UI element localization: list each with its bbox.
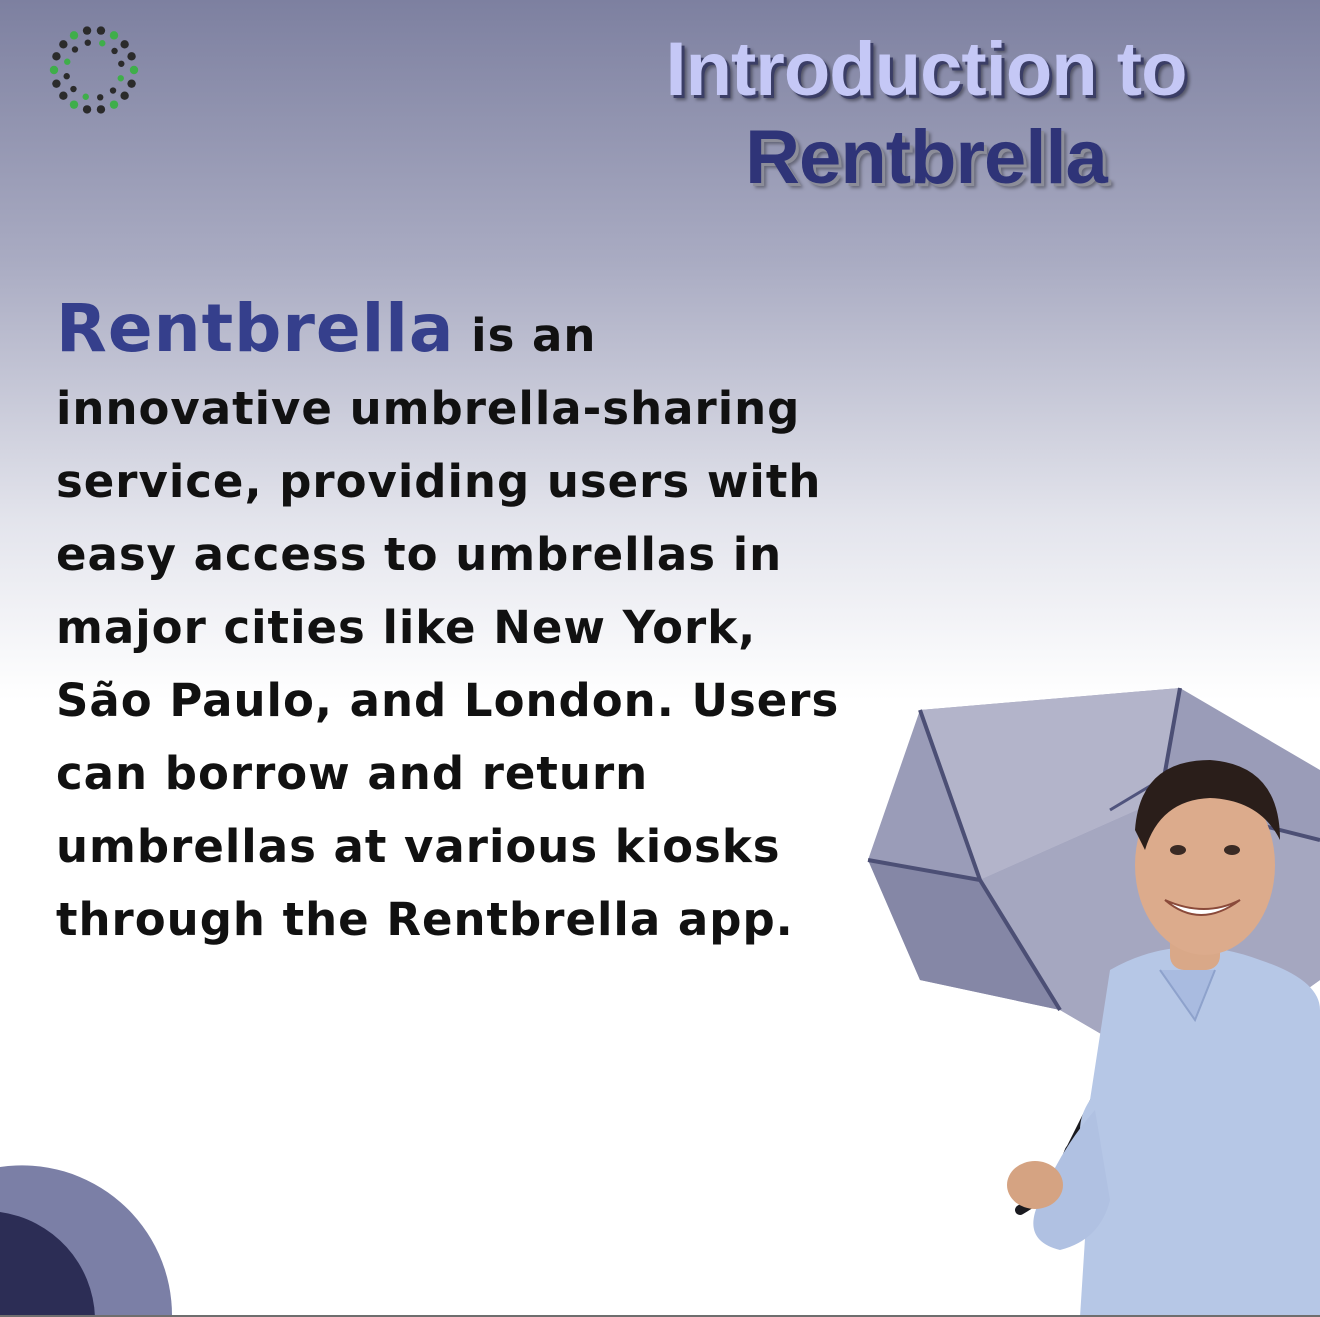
- brand-name: Rentbrella: [56, 290, 455, 367]
- title-line-2: Rentbrella: [745, 115, 1107, 200]
- dotted-ring-logo-icon: [46, 22, 142, 118]
- man-with-umbrella-photo: [860, 680, 1320, 1317]
- intro-paragraph: [56, 292, 846, 956]
- intro-text: is an innovative umbrella-sharing service, providing users with easy access to umbrellas in major cities like New York, São Paulo, and London. Users can borrow and return umbrellas at various kiosks through the Rentbrella app.: [56, 309, 840, 946]
- page-title: [576, 28, 1276, 204]
- corner-decoration: [0, 1137, 180, 1317]
- title-line-1: Introduction to: [665, 27, 1187, 112]
